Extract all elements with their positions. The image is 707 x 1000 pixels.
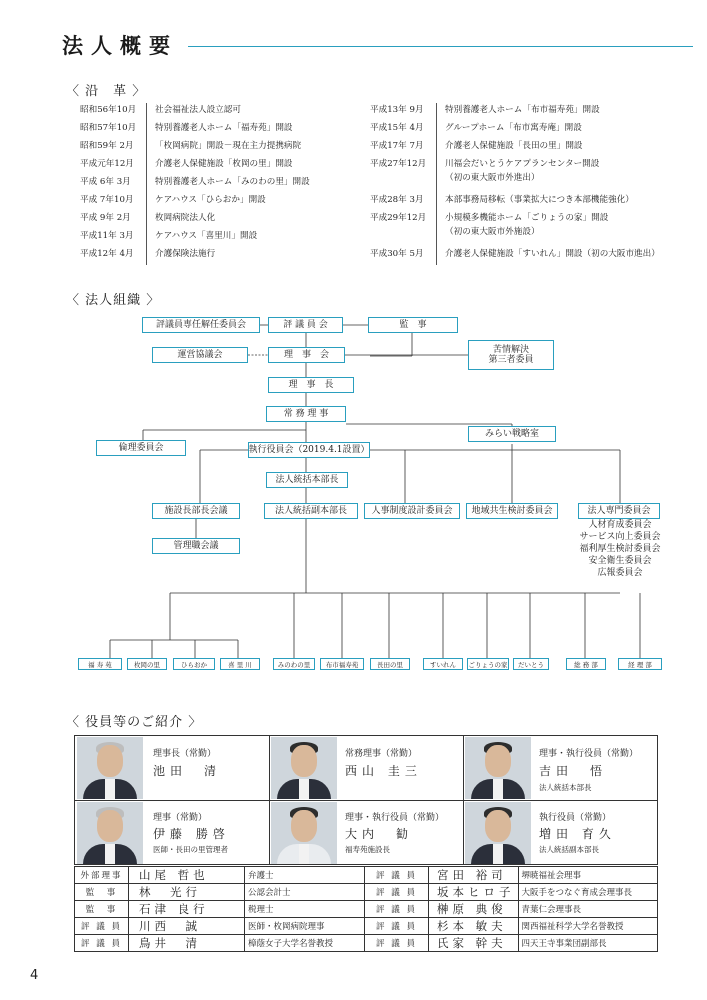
table-cell-role: 監 事 (75, 901, 129, 918)
table-cell-role: 評 議 員 (365, 935, 429, 952)
table-cell-role: 評 議 員 (75, 935, 129, 952)
table-cell-affiliation: 公認会計士 (245, 884, 365, 901)
org-box-rijikai: 理 事 会 (268, 347, 345, 363)
officer-photo (77, 737, 143, 799)
org-box-jinji: 人事制度設計委員会 (364, 503, 460, 519)
senmon-committee-item: 福利厚生検討委員会 (579, 544, 661, 554)
table-cell-affiliation: 医師・枚岡病院理事 (245, 918, 365, 935)
officer-role: 常務理事（常勤） (345, 749, 418, 759)
officer-name: 吉田 悟 (539, 764, 608, 778)
table-cell-role: 評 議 員 (365, 867, 429, 884)
table-row (75, 867, 658, 884)
officer-role: 理事・執行役員（常勤） (345, 813, 445, 823)
table-cell-affiliation: 四天王寺事業団副部長 (518, 935, 658, 952)
org-box-shikkou: 執行役員会（2019.4.1設置） (248, 442, 370, 458)
grid-divider (75, 800, 657, 801)
table-cell-role: 評 議 員 (365, 901, 429, 918)
officer-note: 医師・長田の里管理者 (153, 845, 228, 854)
org-box-kanri: 管理職会議 (152, 538, 240, 554)
officer-role: 執行役員（常勤） (539, 813, 612, 823)
officer-name: 大内 勧 (345, 827, 414, 841)
org-box-kanji: 監 事 (368, 317, 458, 333)
table-cell-affiliation: 堺暁福祉会理事 (518, 867, 658, 884)
org-leaf-facility: ごりょうの家 (467, 658, 509, 670)
org-box-rinri: 倫理委員会 (96, 440, 186, 456)
grid-divider (269, 736, 270, 864)
table-cell-role: 監 事 (75, 884, 129, 901)
history-heading: 〈 沿 革 〉 (66, 84, 147, 99)
org-box-kujo (468, 340, 554, 370)
org-leaf-facility: 長田の里 (370, 658, 410, 670)
senmon-committee-item: 広報委員会 (597, 568, 643, 578)
officer-name: 増田 育久 (539, 827, 616, 841)
org-heading: 〈 法人組織 〉 (66, 293, 161, 308)
table-row (75, 884, 658, 901)
org-box-senmon: 法人専門委員会 (578, 503, 660, 519)
officer-photo (271, 737, 337, 799)
table-cell-name: 氏家 幹夫 (429, 935, 519, 952)
org-leaf-facility: 福 寿 苑 (78, 658, 122, 670)
org-box-kujo-line1: 苦情解決 (492, 344, 529, 355)
org-leaf-facility: 枚岡の里 (127, 658, 167, 670)
org-leaf-department: 総 務 部 (566, 658, 606, 670)
org-leaf-facility: みのわの里 (273, 658, 315, 670)
org-leaf-facility: ひらおか (173, 658, 215, 670)
org-box-shisetsucho: 施設長部長会議 (152, 503, 240, 519)
org-leaf-facility: 布市福寿苑 (320, 658, 364, 670)
table-cell-name: 川西 誠 (129, 918, 245, 935)
officer-photo (465, 737, 531, 799)
org-box-hyogiinkai: 評 議 員 会 (268, 317, 343, 333)
org-box-hyogiin-senin: 評議員専任解任委員会 (142, 317, 260, 333)
org-box-tokatsu: 法人統括本部長 (266, 472, 348, 488)
table-cell-affiliation: 関西福祉科学大学名誉教授 (518, 918, 658, 935)
table-cell-name: 林 光行 (129, 884, 245, 901)
officer-note: 法人統括副本部長 (539, 845, 599, 854)
org-leaf-facility: 喜 里 川 (220, 658, 260, 670)
officer-photo-grid (74, 735, 658, 865)
org-leaf-department: 経 理 部 (618, 658, 662, 670)
senmon-committee-item: 人材育成委員会 (588, 520, 652, 530)
officer-name: 池田 清 (153, 764, 222, 778)
officer-role: 理事（常勤） (153, 813, 208, 823)
table-cell-name: 坂本ヒロ子 (429, 884, 519, 901)
table-cell-name: 石津 良行 (129, 901, 245, 918)
officer-role: 理事長（常勤） (153, 749, 217, 759)
table-cell-affiliation: 樟蔭女子大学名誉教授 (245, 935, 365, 952)
officer-name: 西山 圭三 (345, 764, 422, 778)
table-row (75, 935, 658, 952)
table-cell-name: 鳥井 清 (129, 935, 245, 952)
table-row (75, 901, 658, 918)
org-box-chiiki: 地域共生検討委員会 (466, 503, 558, 519)
table-cell-role: 評 議 員 (365, 918, 429, 935)
table-cell-affiliation: 青葉仁会理事長 (518, 901, 658, 918)
page-title: 法人概要 (62, 33, 178, 58)
org-leaf-facility: すいれん (423, 658, 463, 670)
senmon-committee-item: サービス向上委員会 (579, 532, 661, 542)
table-cell-name: 杉本 敏夫 (429, 918, 519, 935)
table-cell-name: 山尾 哲也 (129, 867, 245, 884)
org-box-rijicho: 理 事 長 (268, 377, 354, 393)
table-cell-role: 評 議 員 (365, 884, 429, 901)
org-box-unei: 運営協議会 (152, 347, 248, 363)
table-cell-affiliation: 税理士 (245, 901, 365, 918)
org-box-fukubucho: 法人統括副本部長 (264, 503, 358, 519)
officer-note: 法人統括本部長 (539, 783, 592, 792)
officer-table (74, 866, 658, 952)
table-row (75, 918, 658, 935)
officer-photo (77, 802, 143, 864)
org-box-mirai: みらい戦略室 (468, 426, 556, 442)
officers-heading: 〈 役員等のご紹介 〉 (66, 715, 203, 730)
org-box-kujo-line2: 第三者委員 (488, 355, 534, 365)
senmon-committee-list (566, 519, 674, 579)
officer-note: 福寿苑施設長 (345, 845, 390, 854)
officer-role: 理事・執行役員（常勤） (539, 749, 639, 759)
table-cell-role: 外部理事 (75, 867, 129, 884)
page-number: 4 (30, 968, 39, 983)
officer-name: 伊藤 勝啓 (153, 827, 230, 841)
grid-divider (463, 736, 464, 864)
officer-photo (271, 802, 337, 864)
table-cell-name: 榊原 典俊 (429, 901, 519, 918)
org-leaf-facility: だいとう (513, 658, 549, 670)
officer-photo (465, 802, 531, 864)
table-cell-name: 宮田 裕司 (429, 867, 519, 884)
org-box-jomu: 常 務 理 事 (266, 406, 346, 422)
table-cell-affiliation: 大阪手をつなぐ育成会理事長 (518, 884, 658, 901)
table-cell-role: 評 議 員 (75, 918, 129, 935)
senmon-committee-item: 安全衛生委員会 (588, 556, 652, 566)
table-cell-affiliation: 弁護士 (245, 867, 365, 884)
